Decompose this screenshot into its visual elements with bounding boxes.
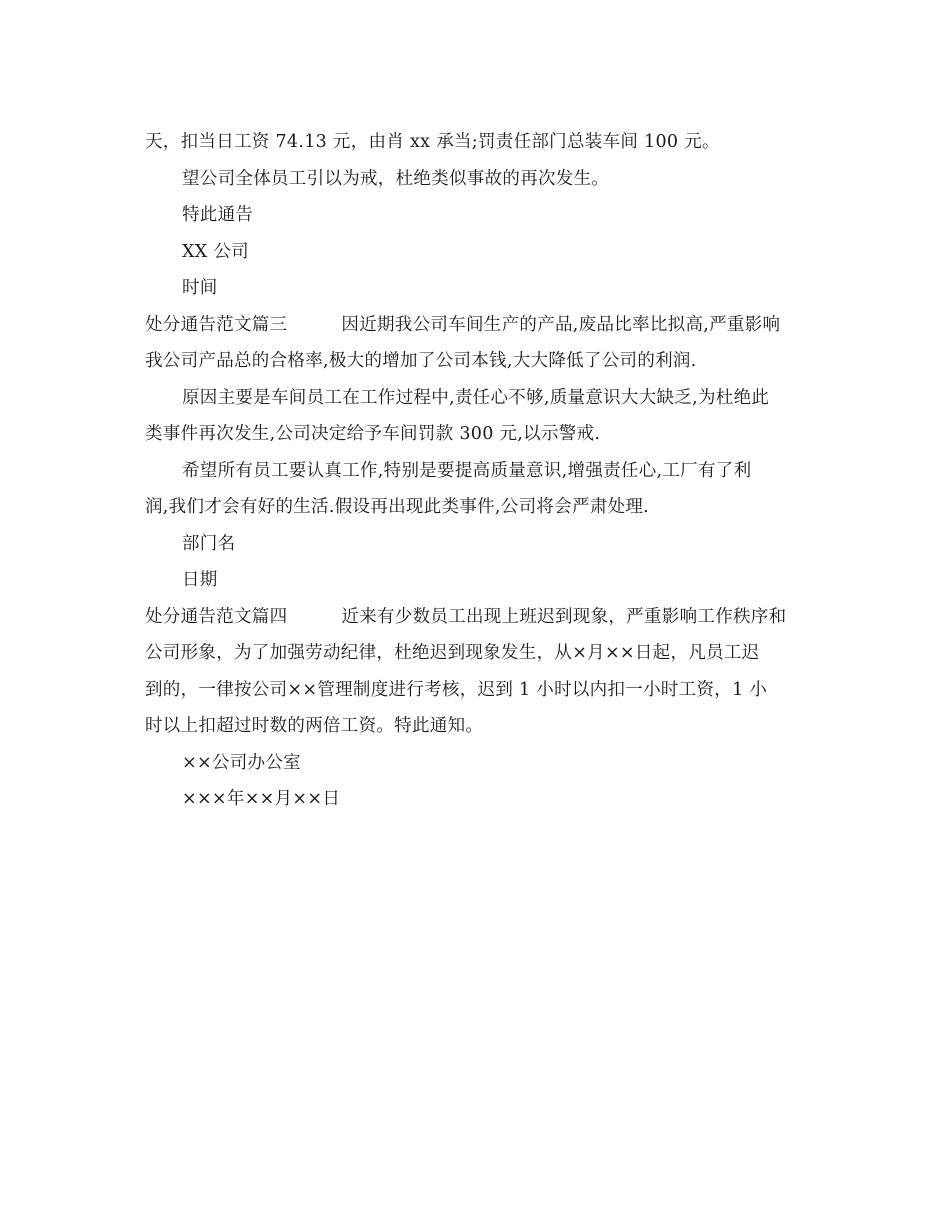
signature-company: XX 公司 (182, 241, 249, 262)
section3-heading: 处分通告范文篇三 (145, 314, 288, 335)
paragraph-line: 希望所有员工要认真工作,特别是要提高质量意识,增强责任心,工厂有了利 (182, 460, 752, 481)
paragraph-line: 类事件再次发生,公司决定给予车间罚款 300 元,以示警戒. (145, 424, 601, 444)
section4-first-line (145, 599, 810, 636)
section3-first-text: 因近期我公司车间生产的产品,废品比率比拟高,严重影响 (341, 314, 781, 335)
paragraph-line: 天，扣当日工资 74.13 元，由肖 xx 承当;罚责任部门总装车间 100 元。 (145, 132, 720, 152)
paragraph-line: 公司形象，为了加强劳动纪律，杜绝迟到现象发生，从×月××日起，凡员工迟 (145, 643, 760, 663)
document-body (145, 124, 810, 818)
paragraph-line: 时以上扣超过时数的两倍工资。特此通知。 (145, 716, 484, 736)
closing-line: 特此通告 (182, 205, 254, 225)
paragraph-line: 我公司产品总的合格率,极大的增加了公司本钱,大大降低了公司的利润. (145, 351, 697, 371)
signature-date: 时间 (182, 278, 218, 298)
signature-department: 部门名 (182, 533, 236, 554)
signature-date: 日期 (182, 570, 218, 590)
section4-heading: 处分通告范文篇四 (145, 606, 288, 627)
paragraph-line: 望公司全体员工引以为戒，杜绝类似事故的再次发生。 (182, 168, 610, 189)
paragraph-line: 润,我们才会有好的生活.假设再出现此类事件,公司将会严肃处理. (145, 497, 650, 517)
signature-office: ××公司办公室 (182, 752, 301, 773)
paragraph-line: 原因主要是车间员工在工作过程中,责任心不够,质量意识大大缺乏,为杜绝此 (182, 387, 770, 408)
section4-first-text: 近来有少数员工出现上班迟到现象，严重影响工作秩序和 (341, 606, 787, 627)
section3-first-line (145, 307, 810, 344)
paragraph-line: 到的，一律按公司××管理制度进行考核，迟到 1 小时以内扣一小时工资，1 小 (145, 679, 768, 700)
signature-date: ×××年××月××日 (182, 789, 341, 809)
